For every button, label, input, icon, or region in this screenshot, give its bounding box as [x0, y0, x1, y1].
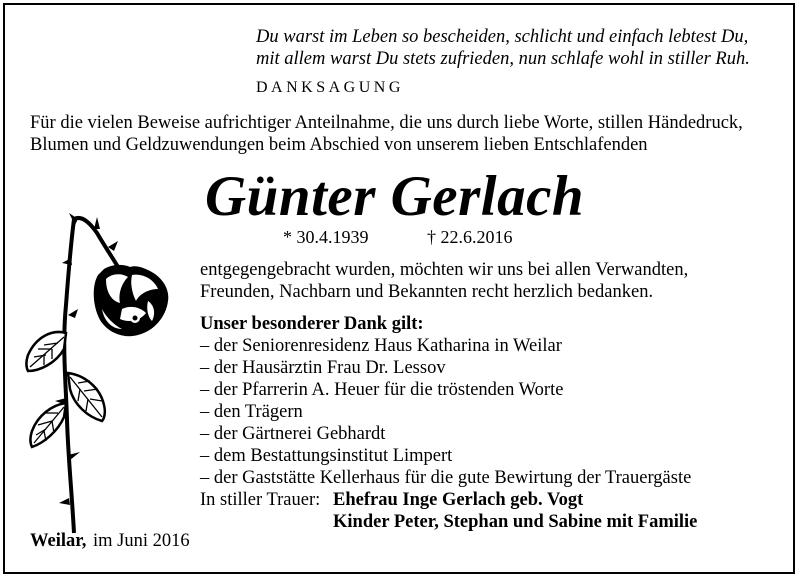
death-date: † 22.6.2016 — [427, 227, 513, 247]
special-thanks-item: – dem Bestattungsinstitut Limpert — [200, 446, 453, 466]
notice-heading: DANKSAGUNG — [256, 79, 404, 96]
wilted-rose-icon — [22, 205, 182, 535]
motto-line-1: Du warst im Leben so bescheiden, schlicht und einfach lebtest Du, — [256, 27, 749, 47]
place: Weilar, — [30, 531, 87, 551]
date: im Juni 2016 — [93, 531, 190, 551]
thanks-line-1: entgegengebracht wurden, möchten wir uns bei allen Verwandten, — [200, 260, 689, 280]
motto-line-2: mit allem warst Du stets zufrieden, nun schlafe wohl in stiller Ruh. — [256, 49, 750, 69]
special-thanks-item: – der Seniorenresidenz Haus Katharina in Weilar — [200, 336, 562, 356]
mourner-line-2: Kinder Peter, Stephan und Sabine mit Familie — [333, 512, 698, 532]
special-thanks-item: – der Pfarrerin A. Heuer für die tröstenden Worte — [200, 380, 564, 400]
mourner-line-1: Ehefrau Inge Gerlach geb. Vogt — [333, 490, 584, 510]
special-thanks-item: – der Gärtnerei Gebhardt — [200, 424, 386, 444]
thanks-line-2: Freunden, Nachbarn und Bekannten recht herzlich bedanken. — [200, 282, 654, 302]
deceased-name: Günter Gerlach — [205, 165, 585, 228]
birth-date: * 30.4.1939 — [283, 227, 369, 247]
special-thanks-item: – den Trägern — [200, 402, 303, 422]
special-thanks-heading: Unser besonderer Dank gilt: — [200, 314, 424, 334]
intro-line-1: Für die vielen Beweise aufrichtiger Anteilnahme, die uns durch liebe Worte, stillen Händedruck, — [30, 113, 743, 133]
intro-line-2: Blumen und Geldzuwendungen beim Abschied von unserem lieben Entschlafenden — [30, 135, 648, 155]
special-thanks-item: – der Hausärztin Frau Dr. Lessov — [200, 358, 446, 378]
mourners-label: In stiller Trauer: — [200, 490, 321, 510]
special-thanks-item: – der Gaststätte Kellerhaus für die gute Bewirtung der Trauergäste — [200, 468, 692, 488]
